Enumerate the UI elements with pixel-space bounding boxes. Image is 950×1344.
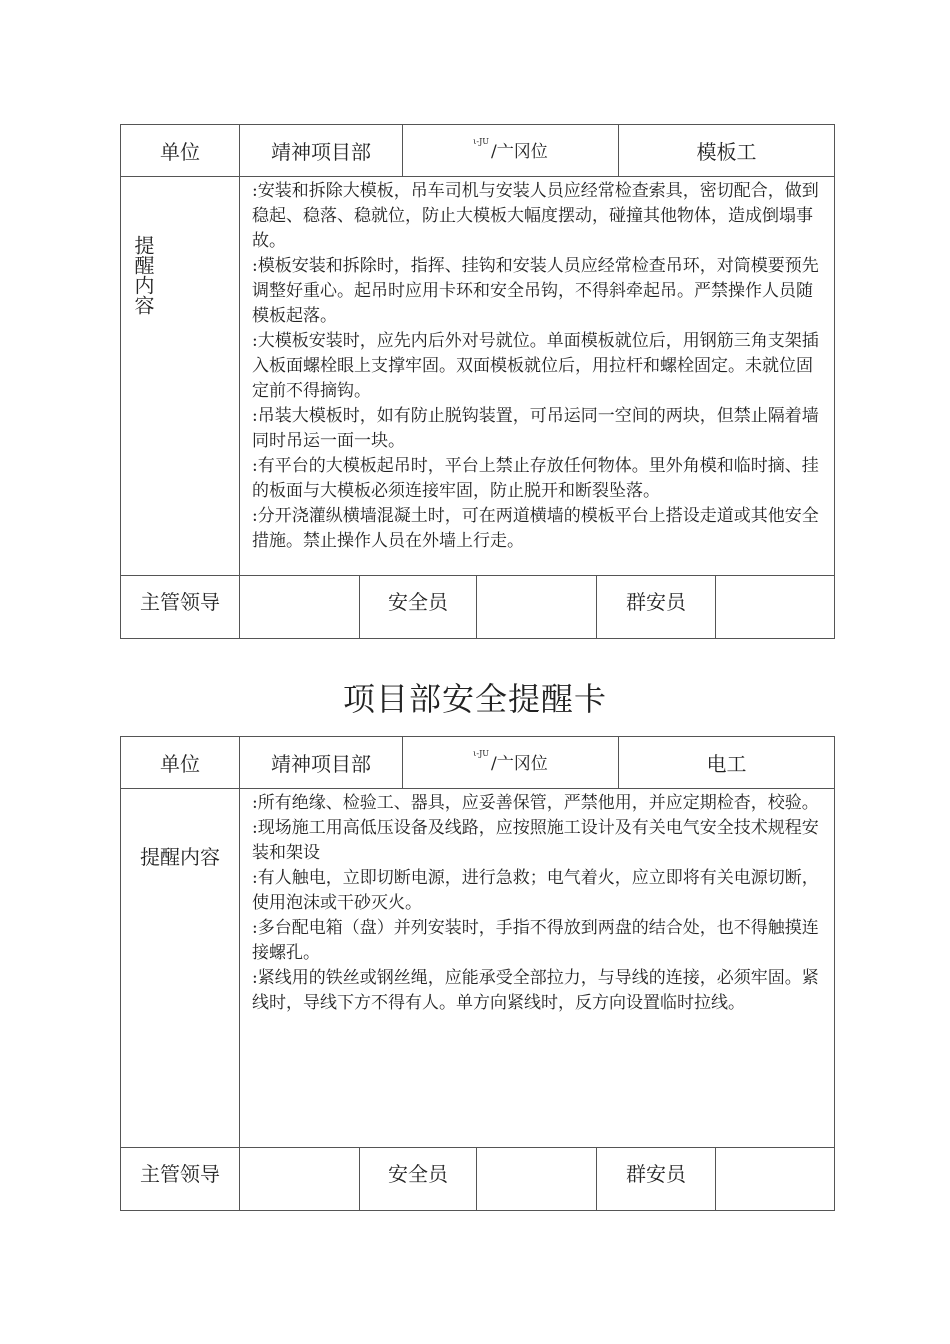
- unit-label: 单位: [121, 737, 240, 788]
- remind-label-text: 提醒内容: [131, 235, 155, 315]
- reminder-paragraph: :现场施工用高低压设备及线路，应按照施工设计及有关电气安全技术规程安装和架设: [252, 818, 819, 863]
- leader-label: 主管领导: [121, 576, 240, 638]
- reminder-content-row: [121, 789, 834, 1148]
- leader-signature-field[interactable]: [240, 576, 360, 638]
- reminder-content-row: [121, 177, 834, 576]
- unit-value: 靖神项目部: [240, 737, 403, 788]
- reminder-paragraph: :分开浇灌纵横墙混凝土时，可在两道横墙的模板平台上搭设走道或其他安全措施。禁止操作人员在外墙上行走。: [252, 506, 819, 551]
- reminder-paragraph: :所有绝缘、检验工、器具，应妥善保管，严禁他用，并应定期检杳，校验。: [252, 793, 819, 813]
- safety-card-electrician: [120, 736, 835, 1211]
- reminder-paragraph: :有人触电，立即切断电源，进行急救；电气着火，应立即将有关电源切断，使用泡沫或干砂灭火。: [252, 868, 819, 913]
- leader-label: 主管领导: [121, 1148, 240, 1210]
- position-label-text: /亠冈位: [491, 142, 548, 162]
- signature-row: [121, 576, 834, 638]
- position-label-text: /亠冈位: [491, 754, 548, 774]
- group-safety-label: 群安员: [597, 1148, 716, 1210]
- position-value: 模板工: [696, 140, 757, 164]
- position-label: [403, 737, 619, 788]
- safety-officer-label: 安全员: [360, 576, 477, 638]
- signature-row: [121, 1148, 834, 1210]
- safety-officer-label: 安全员: [360, 1148, 477, 1210]
- leader-signature-field[interactable]: [240, 1148, 360, 1210]
- remind-label: 提醒内容: [121, 789, 240, 1147]
- reminder-paragraph: :有平台的大模板起吊时，平台上禁止存放任何物体。里外角模和临时摘、挂的板面与大模板必须连接牢固，防止脱开和断裂坠落。: [252, 456, 819, 501]
- reminder-paragraph: :吊装大模板时，如有防止脱钩装置，可吊运同一空间的两块，但禁止隔着墙同时吊运一面一块。: [252, 406, 819, 451]
- reminder-text: [240, 789, 834, 1147]
- card-header-row: [121, 737, 834, 789]
- position-small-mark: ι-JU: [473, 137, 490, 146]
- position-label: [403, 125, 619, 176]
- remind-label: [121, 177, 240, 575]
- safety-card-formwork: [120, 124, 835, 639]
- unit-value: 靖神项目部: [240, 125, 403, 176]
- reminder-paragraph: :多台配电箱（盘）并列安装时，手指不得放到两盘的结合处，也不得触摸连接螺孔。: [252, 918, 819, 963]
- group-safety-label: 群安员: [597, 576, 716, 638]
- position-value: 电工: [706, 752, 747, 776]
- group-safety-signature-field[interactable]: [716, 576, 834, 638]
- position-small-mark: ι-JU: [473, 749, 490, 758]
- card-header-row: [121, 125, 834, 177]
- reminder-paragraph: :模板安装和拆除时，指挥、挂钩和安装人员应经常检查吊环，对筒模要预先调整好重心。起吊时应用卡环和安全吊钩，不得斜牵起吊。严禁操作人员随模板起落。: [252, 256, 819, 326]
- group-safety-signature-field[interactable]: [716, 1148, 834, 1210]
- reminder-paragraph: :大模板安装时，应先内后外对号就位。单面模板就位后，用钢筋三角支架插入板面螺栓眼上支撑牢固。双面模板就位后，用拉杆和螺栓固定。未就位固定前不得摘钩。: [252, 331, 819, 401]
- reminder-text: [240, 177, 834, 575]
- reminder-paragraph: :安装和拆除大模板，吊车司机与安装人员应经常检查索具，密切配合，做到稳起、稳落、稳就位，防止大模板大幅度摆动，碰撞其他物体，造成倒塌事故。: [252, 181, 819, 251]
- page-title: 项目部安全提醒卡: [342, 680, 607, 718]
- reminder-paragraph: :紧线用的铁丝或钢丝绳，应能承受全部拉力，与导线的连接，必须牢固。紧线时，导线下方不得有人。单方向紧线时，反方向设置临时拉线。: [252, 968, 819, 1013]
- unit-label: 单位: [121, 125, 240, 176]
- safety-officer-signature-field[interactable]: [477, 576, 597, 638]
- safety-officer-signature-field[interactable]: [477, 1148, 597, 1210]
